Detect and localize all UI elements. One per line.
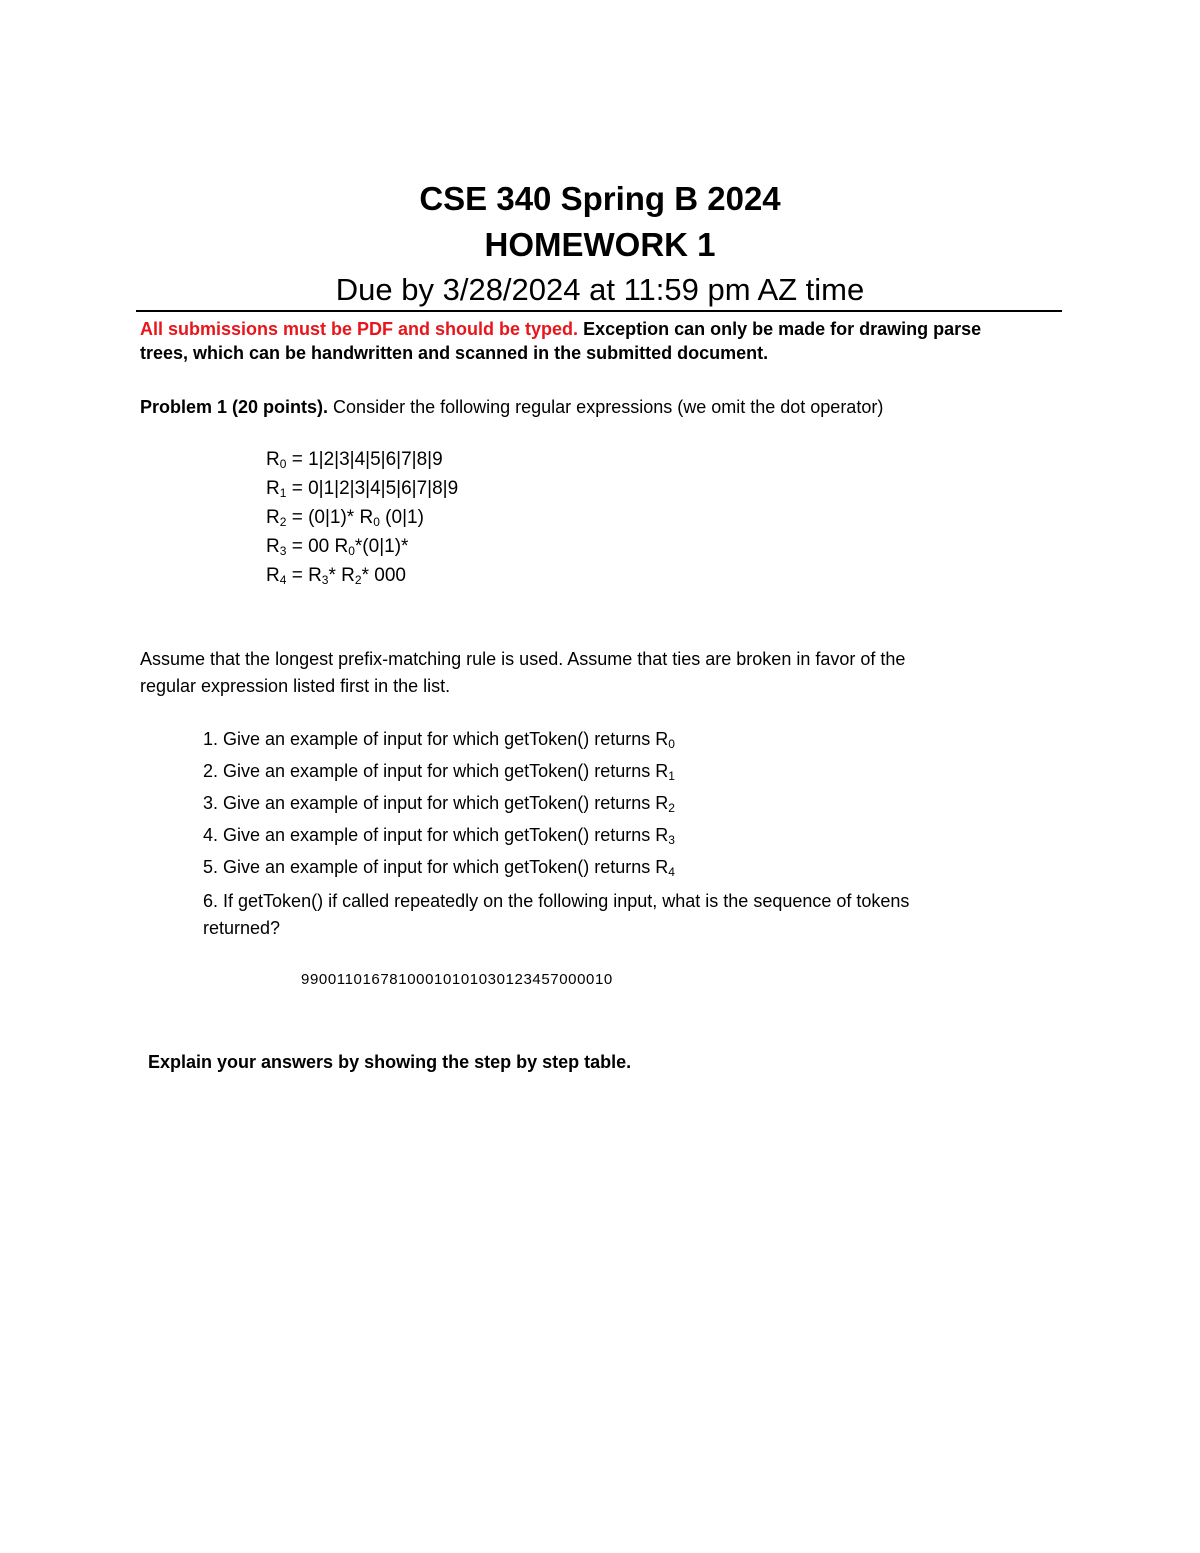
submission-requirement: All submissions must be PDF and should be typed. [140,319,579,339]
course-title: CSE 340 Spring B 2024 [419,180,781,217]
question-1: 1. Give an example of input for which getToken() returns $R_0$ [203,729,675,751]
explain-instruction: Explain your answers by showing the step by step table. [148,1052,632,1072]
problem-intro: Consider the following regular expressions (we omit the dot operator) [328,397,884,417]
assumption-line1: Assume that the longest prefix-matching rule is used. Assume that ties are broken in favor of the [140,649,906,669]
question-2: 2. Give an example of input for which getToken() returns $R_1$ [203,761,675,783]
question-6-line1: 6. If getToken() if called repeatedly on the following input, what is the sequence of tokens [203,891,910,911]
due-date: Due by 3/28/2024 at 11:59 pm AZ time [335,272,865,307]
expression-r4: $R_4 = R_3*$ $R_2*$ 000 [266,565,406,587]
assumption-line2: regular expression listed first in the list. [140,676,451,696]
expression-r0: $R_0 = 1|2|3|4|5|6|7|8|9$ [266,449,443,471]
problem-header [140,398,883,416]
question-6-line2: returned? [203,918,281,938]
expression-r1: $R_1 = 0|1|2|3|4|5|6|7|8|9$ [266,478,459,500]
question-5: 5. Give an example of input for which getToken() returns $R_4$ [203,857,675,879]
expression-r2: $R_2 = (0|1)*$ $R_0$ (0|1) [266,507,424,529]
problem-label: Problem 1 (20 points). [140,397,329,417]
submission-notice-line1 [140,320,981,338]
input-string: 99001101678100010101030123457000010 [301,971,613,988]
question-3: 3. Give an example of input for which getToken() returns $R_2$ [203,793,675,815]
question-4: 4. Give an example of input for which getToken() returns $R_3$ [203,825,675,847]
expression-r3: $R_3 = 00$ $R_0*(0|1)*$ [266,536,409,558]
notice-exception: Exception can only be made for drawing parse [578,319,982,339]
submission-notice-line2: trees, which can be handwritten and scanned in the submitted document. [140,343,769,363]
homework-title: HOMEWORK 1 [484,226,716,263]
header-divider [136,310,1062,312]
